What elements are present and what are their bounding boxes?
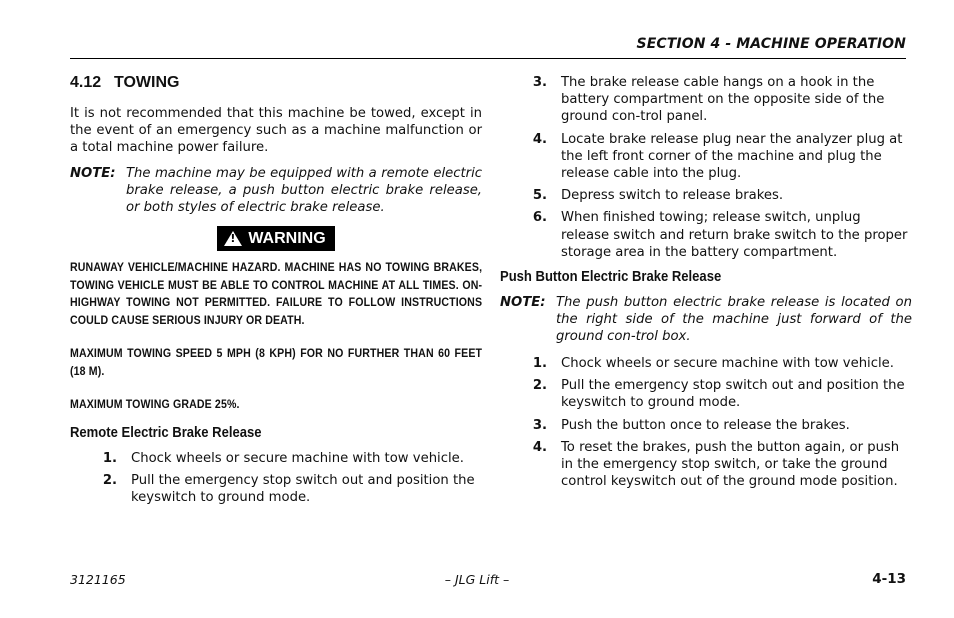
section-title: TOWING [114, 74, 180, 91]
section-heading [70, 74, 482, 92]
note-text: The machine may be equipped with a remote electric brake release, a push button electric brake release, or both styles of electric brake release. [126, 166, 482, 215]
list-item [500, 377, 912, 411]
step-number: 4. [532, 131, 547, 147]
section-number: 4.12 [70, 74, 102, 91]
footer-page-number: 4-13 [872, 571, 906, 587]
remote-brake-heading: Remote Electric Brake Release [70, 424, 262, 441]
list-item [500, 439, 912, 491]
warning-box [217, 226, 334, 251]
step-text: To reset the brakes, push the button again, or push in the emergency stop switch, or take the ground control keyswitch out of the ground mode position. [561, 439, 900, 490]
step-number: 2. [532, 378, 547, 394]
step-text: When finished towing; release switch, unplug release switch and return brake switch to the proper storage area in the battery compartment. [561, 210, 908, 260]
note-label: NOTE: [70, 166, 116, 181]
step-text: Pull the emergency stop switch out and position the keyswitch to ground mode. [131, 472, 475, 505]
step-text: Depress switch to release brakes. [561, 188, 784, 204]
list-item [500, 417, 912, 434]
list-item [70, 472, 482, 506]
step-number: 1. [532, 356, 547, 372]
push-steps-list [500, 355, 912, 490]
section-header: SECTION 4 - MACHINE OPERATION [636, 36, 906, 52]
step-number: 5. [532, 188, 547, 204]
list-item [500, 355, 912, 372]
warning-text-speed: MAXIMUM TOWING SPEED 5 MPH (8 KPH) FOR NO FURTHER THAN 60 FEET (18 M). [70, 348, 483, 378]
warning-banner [70, 226, 482, 251]
left-column [70, 74, 482, 511]
footer-center-text: – JLG Lift – [444, 572, 510, 587]
remote-steps-list-continued [500, 74, 912, 261]
step-text: Chock wheels or secure machine with tow vehicle. [131, 450, 464, 466]
list-item [500, 74, 912, 126]
step-number: 3. [532, 75, 547, 90]
remote-steps-list [70, 450, 482, 507]
step-number: 2. [102, 472, 117, 488]
step-text: Push the button once to release the brakes. [561, 417, 850, 433]
warning-label: WARNING [248, 230, 326, 247]
list-item [500, 131, 912, 183]
footer-doc-number: 3121165 [70, 572, 126, 587]
note-block [70, 165, 482, 216]
step-number: 3. [532, 417, 547, 433]
step-text: Pull the emergency stop switch out and position the keyswitch to ground mode. [561, 378, 905, 411]
note-text: The push button electric brake release is located on the right side of the machine just forward of the ground con-trol box. [556, 295, 912, 345]
step-number: 4. [532, 439, 547, 455]
warning-text-grade: MAXIMUM TOWING GRADE 25%. [70, 399, 240, 411]
step-number: 6. [532, 210, 547, 226]
step-text: The brake release cable hangs on a hook in the battery compartment on the opposite side of the ground con-trol panel. [561, 75, 885, 125]
intro-paragraph: It is not recommended that this machine be towed, except in the event of an emergency such as a machine malfunction or a total machine power failure. [70, 106, 482, 155]
warning-text-hazard: RUNAWAY VEHICLE/MACHINE HAZARD. MACHINE HAS NO TOWING BRAKES, TOWING VEHICLE MUST BE ABLE TO CONTROL MACHINE AT ALL TIMES. ON-HIGHWAY TOWING NOT PERMITTED. FAILURE TO FOLLOW INSTRUCTIONS COULD CAUSE SERIOUS INJURY OR DEATH. [70, 262, 483, 327]
list-item [70, 450, 482, 467]
header-rule [70, 58, 906, 59]
step-number: 1. [102, 450, 117, 466]
note-block [500, 294, 912, 345]
note-label: NOTE: [500, 295, 546, 311]
step-text: Locate brake release plug near the analyzer plug at the left front corner of the machine and plug the release cable into the plug. [561, 131, 903, 182]
warning-triangle-icon [224, 231, 242, 246]
right-column [500, 74, 912, 495]
list-item [500, 209, 912, 261]
list-item [500, 187, 912, 204]
step-text: Chock wheels or secure machine with tow vehicle. [561, 356, 894, 372]
push-button-heading: Push Button Electric Brake Release [500, 269, 722, 286]
